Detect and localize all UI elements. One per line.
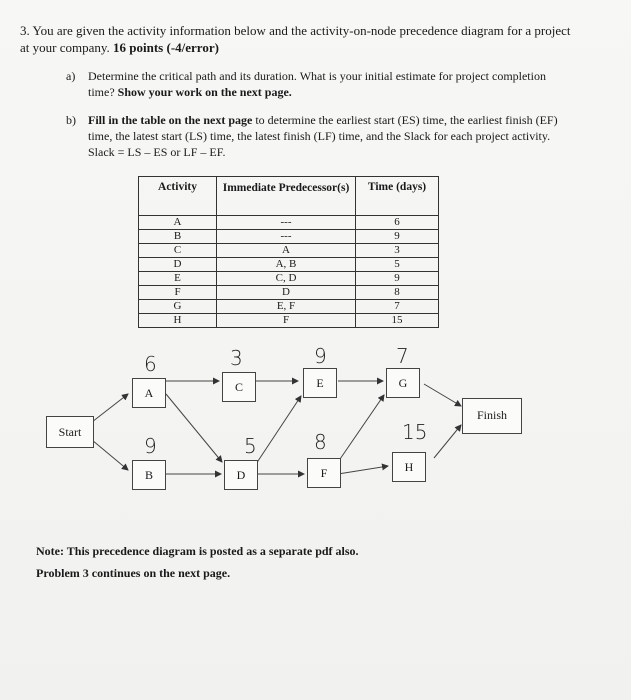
handwritten-g: 7 [396, 344, 409, 368]
question-points: 16 points (-4/error) [113, 40, 219, 55]
part-a-text: Determine the critical path and its duration. What is your initial estimate for project completion time? [88, 69, 546, 99]
cell-activity: H [139, 314, 217, 328]
arrow-h-finish [434, 425, 461, 458]
node-a [132, 378, 166, 408]
cell-time: 8 [356, 286, 439, 300]
question-number: 3. [20, 23, 30, 38]
node-f [307, 458, 341, 488]
node-b-label: B [144, 468, 153, 482]
arrow-a-d [166, 394, 222, 462]
handwritten-f: 8 [314, 430, 327, 454]
arrow-d-e [256, 396, 301, 464]
header-predecessors: Immediate Predecessor(s) [217, 177, 356, 216]
handwritten-a: 6 [144, 352, 157, 376]
cell-time: 3 [356, 244, 439, 258]
node-e [303, 368, 337, 398]
node-g-label: G [398, 376, 408, 390]
cell-activity: C [139, 244, 217, 258]
node-a-label: A [144, 386, 154, 400]
arrow-g-finish [424, 384, 461, 406]
cell-pred: F [217, 314, 356, 328]
handwritten-e: 9 [314, 344, 327, 368]
question-text: You are given the activity information below and the activity-on-node precedence diagram for a project at your company. [20, 23, 571, 55]
cell-time: 15 [356, 314, 439, 328]
cell-time: 7 [356, 300, 439, 314]
cell-time: 9 [356, 272, 439, 286]
node-g [386, 368, 420, 398]
cell-pred: E, F [217, 300, 356, 314]
header-time: Time (days) [356, 177, 439, 216]
note-line-2: Problem 3 continues on the next page. [36, 566, 231, 580]
cell-time: 9 [356, 230, 439, 244]
finish-node [462, 398, 522, 434]
start-label: Start [58, 425, 82, 439]
arrow-f-h [338, 466, 388, 474]
cell-pred: D [217, 286, 356, 300]
node-h [392, 452, 426, 482]
node-c [222, 372, 256, 402]
cell-pred: --- [217, 216, 356, 230]
cell-pred: A, B [217, 258, 356, 272]
cell-activity: G [139, 300, 217, 314]
arrow-start-a [92, 394, 128, 422]
part-b-bold: Fill in the table on the next page [88, 113, 253, 127]
node-h-label: H [404, 460, 414, 474]
part-a-label: a) [66, 69, 76, 83]
cell-activity: E [139, 272, 217, 286]
part-a-bold: Show your work on the next page. [117, 85, 292, 99]
arrow-start-b [92, 440, 128, 470]
cell-activity: F [139, 286, 217, 300]
cell-pred: --- [217, 230, 356, 244]
cell-pred: C, D [217, 272, 356, 286]
handwritten-d: 5 [244, 434, 257, 458]
node-c-label: C [234, 380, 243, 394]
cell-activity: A [139, 216, 217, 230]
part-b-label: b) [66, 113, 76, 127]
node-d-label: D [236, 468, 246, 482]
node-b [132, 460, 166, 490]
cell-pred: A [217, 244, 356, 258]
arrow-f-g [338, 395, 384, 462]
cell-time: 5 [356, 258, 439, 272]
handwritten-c: 3 [230, 346, 243, 370]
node-d [224, 460, 258, 490]
cell-activity: B [139, 230, 217, 244]
node-f-label: F [320, 466, 328, 480]
cell-activity: D [139, 258, 217, 272]
handwritten-h: 15 [402, 420, 428, 444]
part-b-text: to determine the earliest start (ES) time, the earliest finish (EF) time, the latest start (LS) time, the latest finish (LF) time, and the Slack for each project activity. Slack = LS – ES or LF – EF. [88, 113, 558, 159]
node-e-label: E [316, 376, 324, 390]
handwritten-b: 9 [144, 434, 157, 458]
note-line-1: Note: This precedence diagram is posted as a separate pdf also. [36, 544, 359, 558]
cell-time: 6 [356, 216, 439, 230]
start-node [46, 416, 94, 448]
finish-label: Finish [476, 408, 507, 422]
header-activity: Activity [139, 177, 217, 216]
